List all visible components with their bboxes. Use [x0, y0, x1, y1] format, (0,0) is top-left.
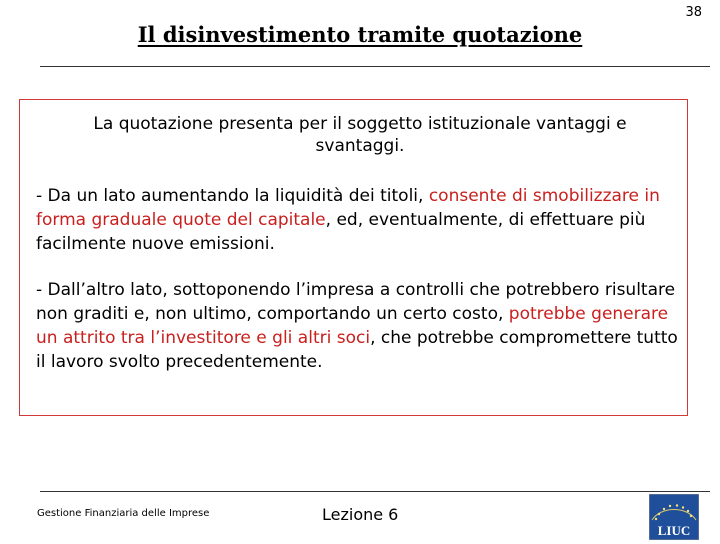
course-name: Gestione Finanziaria delle Imprese	[37, 508, 210, 519]
paragraph-disadvantages	[36, 278, 684, 374]
intro-text: La quotazione presenta per il soggetto istituzionale vantaggi e svantaggi.	[93, 114, 627, 156]
bottom-divider	[40, 491, 710, 492]
top-divider	[40, 66, 710, 67]
paragraph-disadvantages-text-1: - Dall’altro lato, sottoponendo l’impresa a controlli che potrebbero risultare non graditi e, non ultimo, comportando un certo costo,	[36, 280, 676, 324]
liuc-logo-icon	[649, 494, 699, 540]
page-number: 38	[685, 5, 702, 20]
paragraph-advantages-text-2: , ed, eventualmente, di effettuare più facilmente nuove emissioni.	[36, 210, 646, 254]
lecture-label: Lezione 6	[322, 505, 399, 524]
slide-title: Il disinvestimento tramite quotazione	[137, 22, 583, 47]
paragraph-disadvantages-text-2: , che potrebbe compromettere tutto il lavoro svolto precedentemente.	[36, 328, 678, 372]
paragraph-advantages	[36, 184, 684, 256]
logo-text: LIUC	[657, 523, 691, 538]
paragraph-disadvantages-highlight: potrebbe generare un attrito tra l’investitore e gli altri soci	[36, 304, 669, 348]
paragraph-advantages-text-1: - Da un lato aumentando la liquidità dei titoli,	[36, 186, 429, 206]
paragraph-advantages-highlight: consente di smobilizzare in forma graduale quote del capitale	[36, 186, 660, 230]
